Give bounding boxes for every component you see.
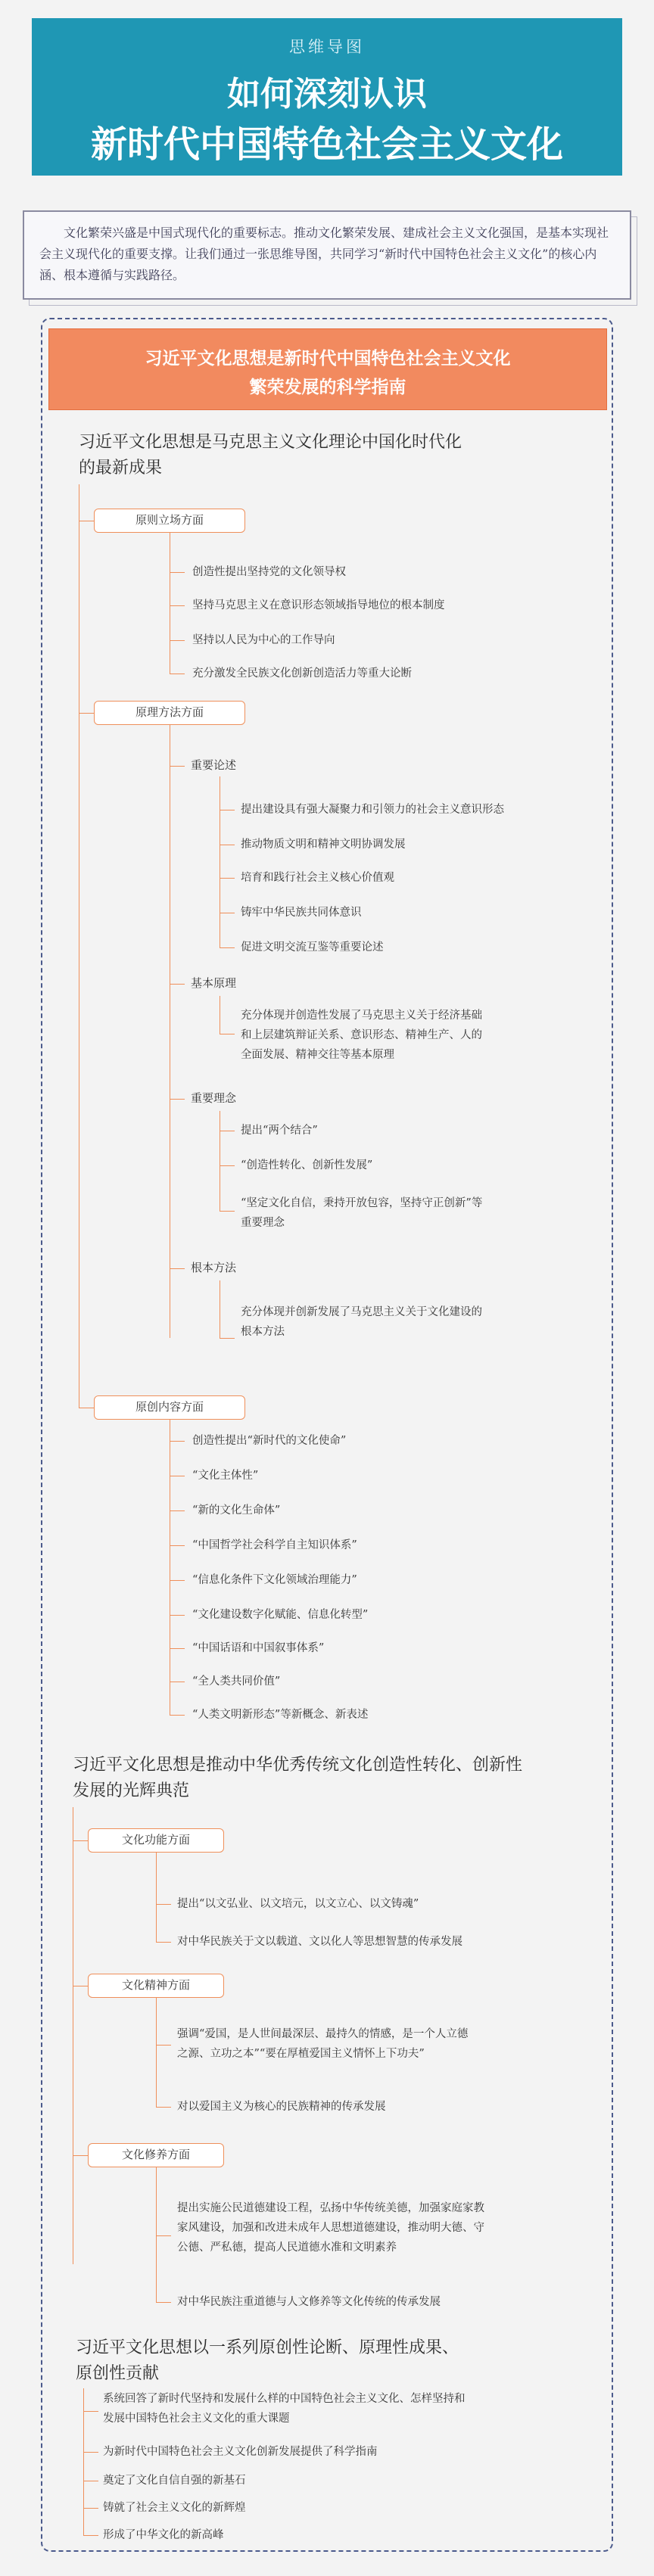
leaf-line: 系统回答了新时代坚持和发展什么样的中国特色社会主义文化、怎样坚持和: [103, 2393, 466, 2405]
leaf-line: 根本方法: [241, 1326, 285, 1338]
connector: [170, 1441, 185, 1442]
leaf: “中国哲学社会科学自主知识体系”: [192, 1539, 357, 1551]
section3-title: [76, 2335, 459, 2387]
leaf: 奠定了文化自信自强的新基石: [103, 2475, 246, 2487]
leaf: “人类文明新形态”等新概念、新表述: [192, 1709, 369, 1721]
leaf: 培育和践行社会主义核心价值观: [241, 872, 394, 884]
leaf: “创造性转化、创新性发展”: [241, 1159, 373, 1171]
node-spirit: 文化精神方面: [88, 1974, 224, 1998]
section2-title: [73, 1753, 522, 1804]
leaf-line: 发展中国特色社会主义文化的重大课题: [103, 2413, 290, 2425]
leaf-line: 重要理念: [241, 1217, 285, 1229]
leaf: “中国话语和中国叙事体系”: [192, 1642, 325, 1654]
connector: [170, 1545, 185, 1546]
connector: [170, 1099, 185, 1100]
connector: [83, 2452, 98, 2453]
connector: [156, 1904, 171, 1905]
intro-box: [23, 210, 631, 300]
leaf: “新的文化生命体”: [192, 1504, 281, 1517]
connector: [170, 1580, 185, 1581]
section1-title-line2: 的最新成果: [79, 459, 163, 478]
leaf: 提出“两个结合”: [241, 1125, 318, 1137]
leaf: “信息化条件下文化领域治理能力”: [192, 1574, 357, 1586]
connector: [220, 1165, 235, 1166]
leaf: “全人类共同价值”: [192, 1675, 281, 1688]
node-original: 原创内容方面: [94, 1395, 245, 1420]
connector: [73, 1840, 88, 1841]
title-header: [32, 18, 622, 176]
leaf: 形成了中华文化的新高峰: [103, 2529, 224, 2541]
leaf-line: “坚定文化自信，秉持开放包容，坚持守正创新”等: [241, 1197, 483, 1209]
connector: [170, 766, 185, 767]
leaf-line: 和上层建筑辩证关系、意识形态、精神生产、人的: [241, 1029, 482, 1041]
connector: [83, 2508, 98, 2509]
leaf: “文化建设数字化赋能、信息化转型”: [192, 1609, 369, 1621]
connector: [170, 1615, 185, 1616]
connector: [220, 1211, 235, 1212]
leaf-line: 充分体现并创造性发展了马克思主义关于经济基础: [241, 1010, 482, 1022]
leaf: 坚持以人民为中心的工作导向: [192, 634, 335, 646]
header-title-line2: 新时代中国特色社会主义文化: [90, 123, 563, 166]
connector: [156, 1853, 157, 1942]
section3-title-line1: 习近平文化思想以一系列原创性论断、原理性成果、: [76, 2338, 459, 2357]
leaf: 为新时代中国特色社会主义文化创新发展提供了科学指南: [103, 2446, 378, 2458]
connector: [220, 878, 235, 879]
group-label: 重要论述: [191, 758, 237, 772]
connector: [170, 1715, 185, 1716]
leaf-line: 家风建设，加强和改进未成年人思想道德建设，推动明大德、守: [177, 2222, 484, 2234]
leaf-line: 充分体现并创新发展了马克思主义关于文化建设的: [241, 1306, 482, 1318]
node-method: 原理方法方面: [94, 701, 245, 725]
connector: [73, 2155, 88, 2156]
section1-title: [79, 430, 462, 481]
connector: [156, 1998, 157, 2107]
connector: [220, 1338, 235, 1339]
leaf: 提出“以文弘业、以文培元，以文立心、以文铸魂”: [177, 1898, 419, 1910]
group-label: 根本方法: [191, 1261, 237, 1274]
leaf: 铸就了社会主义文化的新辉煌: [103, 2502, 246, 2514]
leaf-line: 强调“爱国，是人世间最深层、最持久的情感，是一个人立德: [177, 2028, 469, 2040]
connector: [83, 2535, 98, 2536]
leaf: 对中华民族关于文以载道、文以化人等思想智慧的传承发展: [177, 1936, 462, 1948]
section-banner: [48, 328, 607, 410]
section2-title-line1: 习近平文化思想是推动中华优秀传统文化创造性转化、创新性: [73, 1756, 523, 1775]
section2-title-line2: 发展的光辉典范: [73, 1781, 190, 1800]
section3-title-line2: 原创性贡献: [76, 2364, 160, 2383]
leaf: 充分激发全民族文化创新创造活力等重大论断: [192, 667, 412, 680]
node-function: 文化功能方面: [88, 1828, 224, 1853]
leaf: 坚持马克思主义在意识形态领域指导地位的根本制度: [192, 599, 445, 611]
group-label: 重要理念: [191, 1091, 237, 1105]
connector: [156, 2302, 171, 2303]
leaf: 促进文明交流互鉴等重要论述: [241, 941, 384, 954]
connector: [170, 572, 185, 573]
connector: [79, 713, 94, 714]
connector: [170, 1510, 185, 1511]
leaf: 提出建设具有强大凝聚力和引领力的社会主义意识形态: [241, 804, 504, 816]
leaf: 对以爱国主义为核心的民族精神的传承发展: [177, 2101, 386, 2113]
header-kicker: 思维导图: [289, 38, 365, 56]
node-principle: 原则立场方面: [94, 509, 245, 533]
leaf: 推动物质文明和精神文明协调发展: [241, 838, 406, 851]
leaf-line: 提出实施公民道德建设工程，弘扬中华传统美德，加强家庭家教: [177, 2202, 484, 2214]
connector: [170, 605, 185, 606]
section1-title-line1: 习近平文化思想是马克思主义文化理论中国化时代化: [79, 433, 462, 452]
connector: [156, 1942, 171, 1943]
leaf-line: 之源、立功之本”“要在厚植爱国主义情怀上下功夫”: [177, 2048, 425, 2060]
connector: [156, 2045, 171, 2046]
connector: [156, 2235, 171, 2236]
connector: [170, 1648, 185, 1649]
connector: [220, 947, 235, 948]
group-label: 基本原理: [191, 976, 237, 990]
connector: [170, 640, 185, 641]
connector: [170, 1268, 185, 1269]
connector: [83, 2411, 98, 2412]
node-cultivation: 文化修养方面: [88, 2143, 224, 2167]
connector: [156, 2167, 157, 2302]
leaf: “文化主体性”: [192, 1470, 259, 1482]
leaf: 创造性提出坚持党的文化领导权: [192, 566, 346, 578]
connector: [170, 984, 185, 985]
leaf: 铸牢中华民族共同体意识: [241, 907, 362, 919]
leaf: 对中华民族注重道德与人文修养等文化传统的传承发展: [177, 2296, 441, 2308]
banner-line1: 习近平文化思想是新时代中国特色社会主义文化: [145, 349, 511, 369]
leaf-line: 公德、严私德，提高人民道德水准和文明素养: [177, 2242, 397, 2254]
connector: [156, 2107, 171, 2108]
leaf: 创造性提出“新时代的文化使命”: [192, 1435, 347, 1447]
header-title-line1: 如何深刻认识: [227, 75, 427, 114]
leaf-line: 全面发展、精神交往等基本原理: [241, 1049, 394, 1061]
banner-line2: 繁荣发展的科学指南: [249, 378, 406, 397]
intro-text: 文化繁荣兴盛是中国式现代化的重要标志。推动文化繁荣发展、建成社会主义文化强国，是基本实现社会主义现代化的重要支撑。让我们通过一张思维导图，共同学习“新时代中国特色社会主义文化”的核心内涵、根本遵循与实践路径。: [39, 226, 609, 282]
